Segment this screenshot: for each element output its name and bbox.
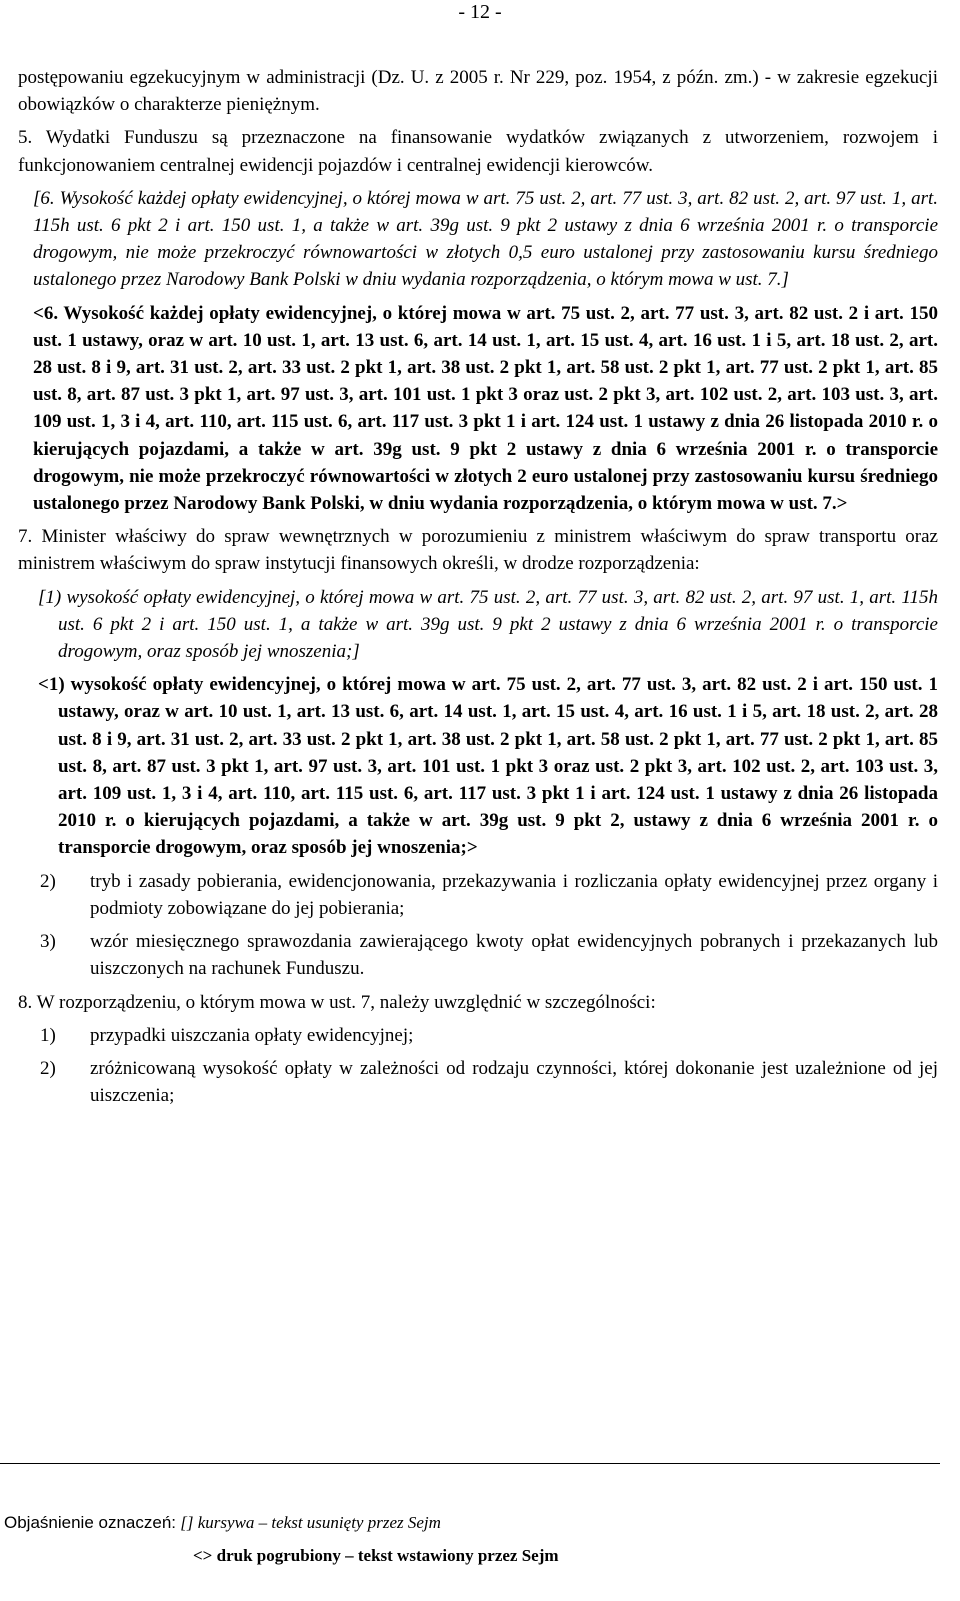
legend-label: Objaśnienie oznaczeń: xyxy=(4,1513,177,1532)
paragraph-8-item-2 xyxy=(18,1055,938,1109)
item-number: 3) xyxy=(40,931,56,953)
page-number: - 12 - xyxy=(458,1,502,23)
paragraph-7-item-1-deleted: [1) wysokość opłaty ewidencyjnej, o której mowa w art. 75 ust. 2, art. 77 ust. 3, art. 82 ust. 2, art. 97 ust. 1, art. 115h ust. 6 pkt 2 i art. 150 ust. 1, a także w art. 39g ust. 9 pkt 2 ustawy z dnia 6 września 2001 r. o transporcie drogowym, oraz sposób jej wnoszenia;] xyxy=(38,586,938,663)
item-text: wzór miesięcznego sprawozdania zawierającego kwoty opłat ewidencyjnych pobranych i przekazanych lub uiszczonych na rachunek Funduszu. xyxy=(90,931,938,980)
document-body xyxy=(18,64,938,1109)
legend-line-1 xyxy=(4,1512,441,1534)
footer-divider xyxy=(0,1463,940,1464)
paragraph-7-item-2 xyxy=(18,868,938,922)
item-number: 1) xyxy=(40,1024,56,1046)
item-text: zróżnicowaną wysokość opłaty w zależności od rodzaju czynności, której dokonanie jest uzależnione od jej uiszczenia; xyxy=(90,1057,938,1107)
paragraph-8-item-1 xyxy=(18,1022,938,1049)
paragraph-5: 5. Wydatki Funduszu są przeznaczone na finansowanie wydatków związanych z utworzeniem, rozwojem i funkcjonowaniem centralnej ewidencji pojazdów i centralnej ewidencji kierowców. xyxy=(18,127,938,176)
paragraph-7-item-3 xyxy=(18,928,938,982)
item-number: 2) xyxy=(40,870,56,892)
paragraph-6-inserted: <6. Wysokość każdej opłaty ewidencyjnej, o której mowa w art. 75 ust. 2, art. 77 ust. 3, art. 82 ust. 2 i art. 150 ust. 1 ustawy, oraz w art. 10 ust. 1, art. 13 ust. 6, art. 14 ust. 1, art. 15 ust. 4, art. 16 ust. 1 i 5, art. 18 ust. 2, art. 28 ust. 8 i 9, art. 31 ust. 2, art. 33 ust. 2 pkt 1, art. 38 ust. 2 pkt 1, art. 58 ust. 2 pkt 1, art. 77 ust. 2 pkt 1, art. 85 ust. 8, art. 87 ust. 3 pkt 1, art. 97 ust. 3, art. 101 ust. 1 pkt 3 oraz ust. 2 pkt 3, art. 102 ust. 2, art. 103 ust. 3, art. 109 ust. 1, 3 i 4, art. 110, art. 115 ust. 6, art. 117 ust. 3 pkt 1 i art. 124 ust. 1 ustawy z dnia 26 listopada 2010 r. o kierujących pojazdami, a także w art. 39g ust. 9 pkt 2 ustawy z dnia 6 września 2001 r. o transporcie drogowym, nie może przekroczyć równowartości w złotych 2 euro ustalonej przy zastosowaniu kursu średniego ustalonego przez Narodowy Bank Polski, w dniu wydania rozporządzenia, o którym mowa w ust. 7.> xyxy=(33,302,938,515)
item-number: 2) xyxy=(40,1057,56,1079)
item-text: przypadki uiszczania opłaty ewidencyjnej; xyxy=(90,1024,414,1046)
paragraph-7: 7. Minister właściwy do spraw wewnętrznych w porozumieniu z ministrem właściwym do spraw transportu oraz ministrem właściwym do spraw instytucji finansowych określi, w drodze rozporządzenia: xyxy=(18,526,938,575)
paragraph-7-item-1-inserted: <1) wysokość opłaty ewidencyjnej, o której mowa w art. 75 ust. 2, art. 77 ust. 3, art. 82 ust. 2 i art. 150 ust. 1 ustawy, oraz w art. 10 ust. 1, art. 13 ust. 6, art. 14 ust. 1, art. 15 ust. 4, art. 16 ust. 1 i 5, art. 18 ust. 2, art. 28 ust. 8 i 9, art. 31 ust. 2, art. 33 ust. 2 pkt 1, art. 38 ust. 2 pkt 1, art. 58 ust. 2 pkt 1, art. 77 ust. 2 pkt 1, art. 85 ust. 8, art. 87 ust. 3 pkt 1, art. 97 ust. 3, art. 101 ust. 1 pkt 3 oraz ust. 2 pkt 3, art. 102 ust. 2, art. 103 ust. 3, art. 109 ust. 1, 3 i 4, art. 110, art. 115 ust. 6, art. 117 ust. 3 pkt 1 i art. 124 ust. 1 ustawy z dnia 26 listopada 2010 r. o kierujących pojazdami, a także w art. 39g ust. 9 pkt 2, ustawy z dnia 6 września 2001 r. o transporcie drogowym, oraz sposób jej wnoszenia;> xyxy=(38,674,938,859)
paragraph-8: 8. W rozporządzeniu, o którym mowa w ust. 7, należy uwzględnić w szczególności: xyxy=(18,991,656,1013)
item-text: tryb i zasady pobierania, ewidencjonowania, przekazywania i rozliczania opłaty ewidencyjnej przez organy i podmioty zobowiązane do jej pobierania; xyxy=(90,870,938,919)
paragraph-6-deleted: [6. Wysokość każdej opłaty ewidencyjnej, o której mowa w art. 75 ust. 2, art. 77 ust. 3, art. 82 ust. 2, art. 97 ust. 1, art. 115h ust. 6 pkt 2 i art. 150 ust. 1, a także w art. 39g ust. 9 pkt 2 ustawy z dnia 6 września 2001 r. o transporcie drogowym, nie może przekroczyć równowartości w złotych 0,5 euro ustalonej przy zastosowaniu kursu średniego ustalonego przez Narodowy Bank Polski w dniu wydania rozporządzenia, o którym mowa w ust. 7.] xyxy=(33,187,938,291)
legend-bold-note: <> druk pogrubiony – tekst wstawiony przez Sejm xyxy=(193,1546,559,1565)
paragraph-continuation: postępowaniu egzekucyjnym w administracji (Dz. U. z 2005 r. Nr 229, poz. 1954, z późn. zm.) - w zakresie egzekucji obowiązków o charakterze pieniężnym. xyxy=(18,67,938,116)
legend-italic-note: [] kursywa – tekst usunięty przez Sejm xyxy=(180,1513,441,1532)
